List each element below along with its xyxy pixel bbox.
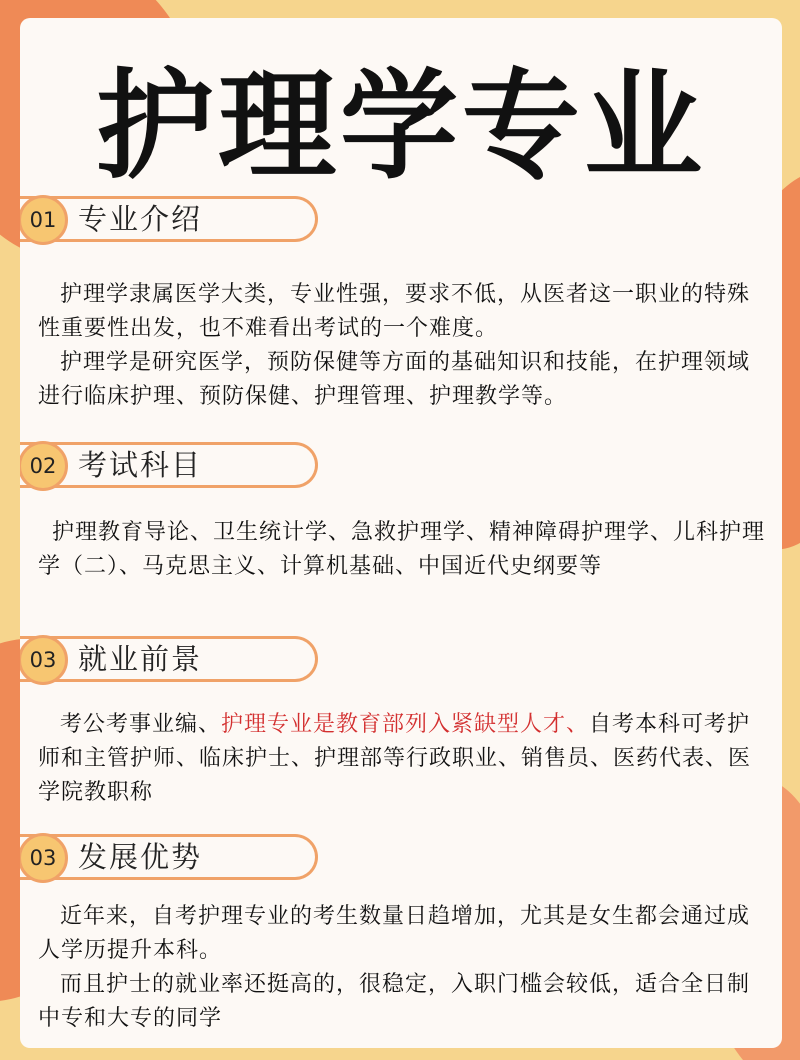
- text-segment: 考公考事业编、: [60, 712, 222, 737]
- section-body-advantages: [38, 900, 768, 1036]
- section-header-exam-subjects: [20, 442, 318, 488]
- section-body-career-prospects: [38, 708, 768, 810]
- section-title: 考试科目: [78, 448, 203, 482]
- highlighted-text: 护理专业是教育部列入紧缺型人才、: [221, 712, 590, 737]
- section-body-exam-subjects: [38, 516, 768, 584]
- section-title: 就业前景: [78, 642, 203, 676]
- paragraph: [38, 708, 768, 810]
- text-segment: 自考本科可考护师和主管护师、临床护士、护理部等行政职业、销售员、医药代表、医学院教职称: [38, 712, 752, 805]
- page-title: 护理学专业: [95, 57, 706, 195]
- paragraph: 而且护士的就业率还挺高的，很稳定，入职门槛会较低，适合全日制中专和大专的同学: [38, 972, 751, 1031]
- section-number-badge: 03: [20, 635, 68, 685]
- paragraph: 近年来，自考护理专业的考生数量日趋增加，尤其是女生都会通过成人学历提升本科。: [38, 904, 751, 963]
- section-title: 发展优势: [78, 840, 203, 874]
- paragraph: 护理学隶属医学大类，专业性强，要求不低，从医者这一职业的特殊性重要性出发，也不难看出考试的一个难度。: [38, 282, 751, 341]
- paragraph: 护理学是研究医学，预防保健等方面的基础知识和技能，在护理领域进行临床护理、预防保健、护理管理、护理教学等。: [38, 350, 751, 409]
- paragraph: 护理教育导论、卫生统计学、急救护理学、精神障碍护理学、儿科护理学（二）、马克思主义、计算机基础、中国近代史纲要等: [38, 520, 766, 579]
- section-title: 专业介绍: [78, 202, 203, 236]
- section-header-career-prospects: [20, 636, 318, 682]
- section-number-badge: 02: [20, 441, 68, 491]
- section-header-intro: [20, 196, 318, 242]
- section-header-advantages: [20, 834, 318, 880]
- section-body-intro: [38, 278, 768, 414]
- content-card: [20, 18, 782, 1048]
- section-number-badge: 01: [20, 195, 68, 245]
- section-number-badge: 03: [20, 833, 68, 883]
